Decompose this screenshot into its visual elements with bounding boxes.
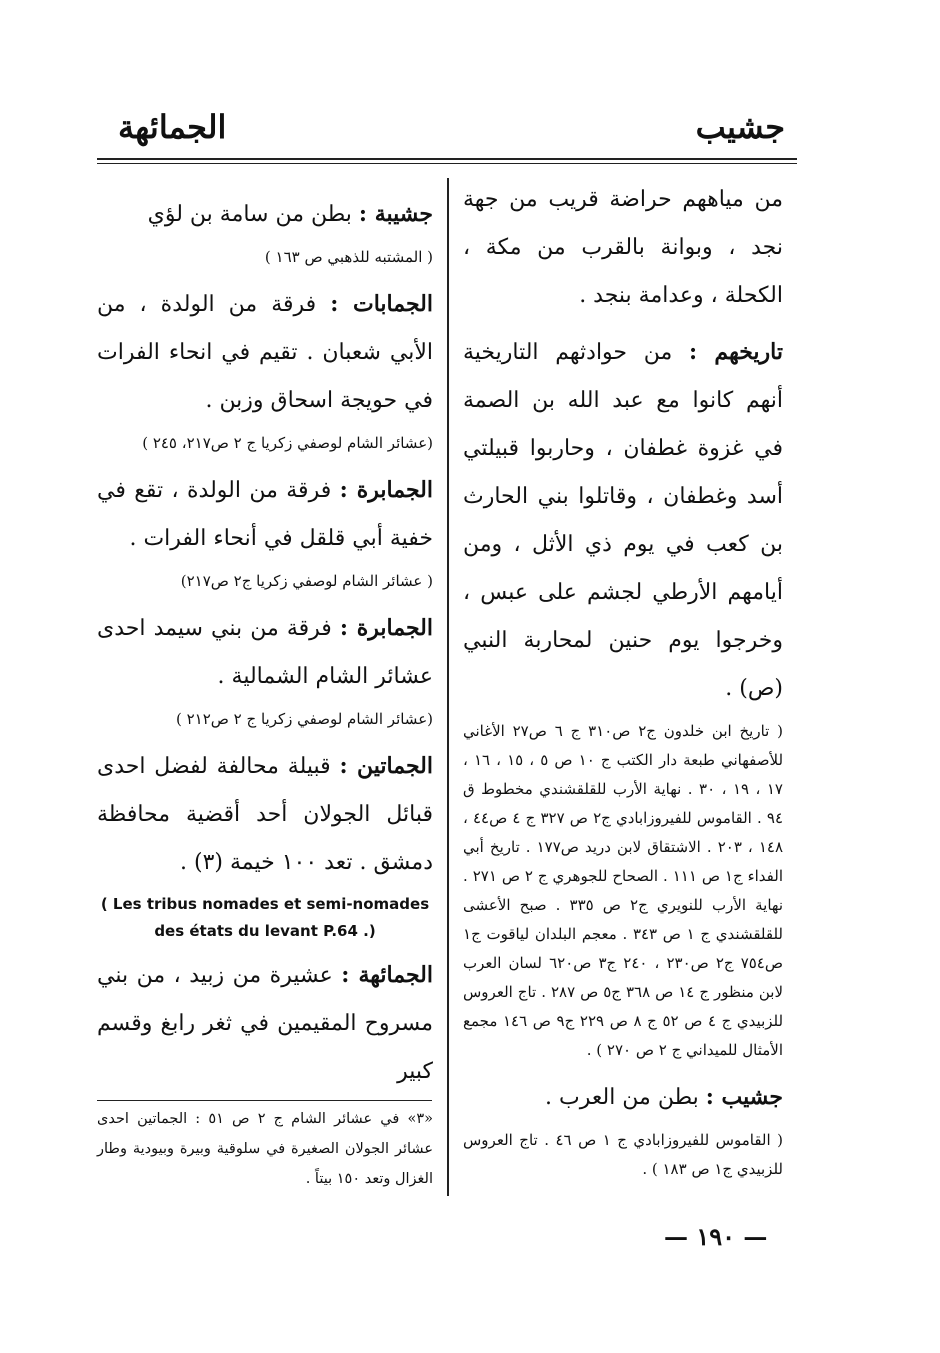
reference-list: ( القاموس للفيروزابادي ج ١ ص ٤٦ . تاج العروس للزبيدي ج١ ص ١٨٣ ) . [463, 1131, 783, 1178]
entry-heading: الجمابرة : [339, 477, 433, 503]
entry-heading: جشيبة : [358, 201, 433, 227]
entry-jamabat [97, 280, 433, 425]
entry-heading: تاريخهم : [688, 339, 783, 365]
entry-heading: جشيب : [705, 1084, 783, 1110]
entry-text: من حوادثهم التاريخية أنهم كانوا مع عبد الله بن الصمة في غزوة غطفان ، وحاربوا قبيلتي أسد وغطفان ، وقاتلوا بني الحارث بن كعب في يوم ذي الأثل ، ومن أيامهم الأرطي لجشم على عبس ، وخرجوا يوم حنين لمحاربة النبي (ص) . [463, 340, 783, 701]
entry-text: فرقة من الولدة ، تقع في خفية أبي قلقل في أنحاء الفرات . [97, 478, 433, 551]
entry-heading: الجمابرة : [339, 615, 433, 641]
column-divider [447, 178, 449, 1196]
entry-jashib [463, 1073, 783, 1122]
latin-reference: ( Les tribus nomades et semi-nomades des états du levant P.64 .) [100, 895, 430, 940]
page-number: — ١٩٠ — [664, 1222, 768, 1251]
paragraph-history [463, 328, 783, 713]
reference: (عشائر الشام لوصفي زكريا ج ٢ ص٢١٧، ٢٤٥ ) [142, 434, 433, 452]
reference: ( عشائر الشام لوصفي زكريا ج٢ ص٢١٧) [180, 572, 433, 590]
entry-heading: الجماتين : [339, 753, 433, 779]
entry-jamabira-2 [97, 604, 433, 701]
paragraph-waters: من مياههم حراضة قريب من جهة نجد ، وبوانة بالقرب من مكة ، الكحلة ، وعدامة بنجد . [463, 187, 783, 308]
reference-list: ( تاريخ ابن خلدون ج٢ ص٣١٠ ج ٦ ص٢٧ الأغاني للأصفهاني طبعة دار الكتب ج ١٠ ص ٥ ، ١٥ ، ١٦ ، ١٧ ، ١٩ ، ٣٠ . نهاية الأرب للقلقشندي مخطوط ق ٩٤ . القاموس للفيروزابادي ج٢ ص ٣٢٧ ج ٤ ص٤٤ ، ١٤٨ ، ٢٠٣ . الاشتقاق لابن دريد ص١٧٧ . تاريخ أبي الفداء ج١ ص ١١١ . الصحاح للجوهري ج ٢ ص ٢٧١ . نهاية الأرب للنويري ج٢ ص ٣٣٥ . صبح الأعشى للقلقشندي ج ١ ص ٣٤٣ . معجم البلدان لياقوت ج١ ص٧٥٤ ج٢ ص٢٣٠ ، ٢٤٠ ج٣ ص٦٢٠ لسان العرب لابن منظور ج ١٤ ص ٣٦٨ ج٥ ص ٢٨٧ . تاج العروس للزبيدي ج ٤ ص ٥٢ ج ٨ ص ٢٢٩ ج٩ ص ١٤٦ مجمع الأمثال للميداني ج ٢ ص ٢٧٠ ) . [463, 722, 784, 1059]
header-rule [97, 158, 797, 160]
left-column [97, 190, 433, 1096]
reference: (عشائر الشام لوصفي زكريا ج ٢ ص٢١٢ ) [175, 710, 433, 728]
spacer [463, 320, 783, 328]
entry-jamabira-1 [97, 466, 433, 563]
right-column [463, 176, 783, 1192]
entry-jashiba [97, 190, 433, 239]
entry-text: عشيرة من زبيد ، من بني مسروح المقيمين في ثغر رابغ وقسم كبير [97, 963, 433, 1084]
header-rule-thin [97, 163, 797, 164]
entry-text: فرقة من بني سيمد احدى عشائر الشام الشمالية . [97, 616, 433, 689]
entry-text: فرقة من الولدة ، من الأبي شعبان . تقيم في انحاء الفرات في حويجة اسحاق وزبن . [97, 292, 433, 413]
running-header-left: الجمائهة [118, 108, 227, 146]
running-header-right: جشيب [695, 108, 785, 146]
entry-text: بطن من العرب . [545, 1085, 706, 1110]
entry-heading: الجمابات : [330, 291, 433, 317]
footnote: «٣» في عشائر الشام ج ٢ ص ٥١ : الجماتين احدى عشائر الجولان الصغيرة في سلوقية وبيرة وبيودية وطار الغزال وتعد ١٥٠ بيتاً . [97, 1111, 433, 1187]
entry-text: بطن من سامة بن لؤي [147, 202, 359, 227]
entry-text: قبيلة محالفة لفضل احدى قبائل الجولان أحد أقضية محافظة دمشق . تعد ١٠٠ خيمة (٣) . [97, 754, 433, 875]
reference: ( المشتبه للذهبي ص ١٦٣ ) [264, 248, 433, 266]
footnote-rule [97, 1100, 432, 1101]
entry-heading: الجمائهة : [341, 962, 433, 988]
entry-jamatin [97, 742, 433, 887]
entry-jamaiha [97, 951, 433, 1096]
